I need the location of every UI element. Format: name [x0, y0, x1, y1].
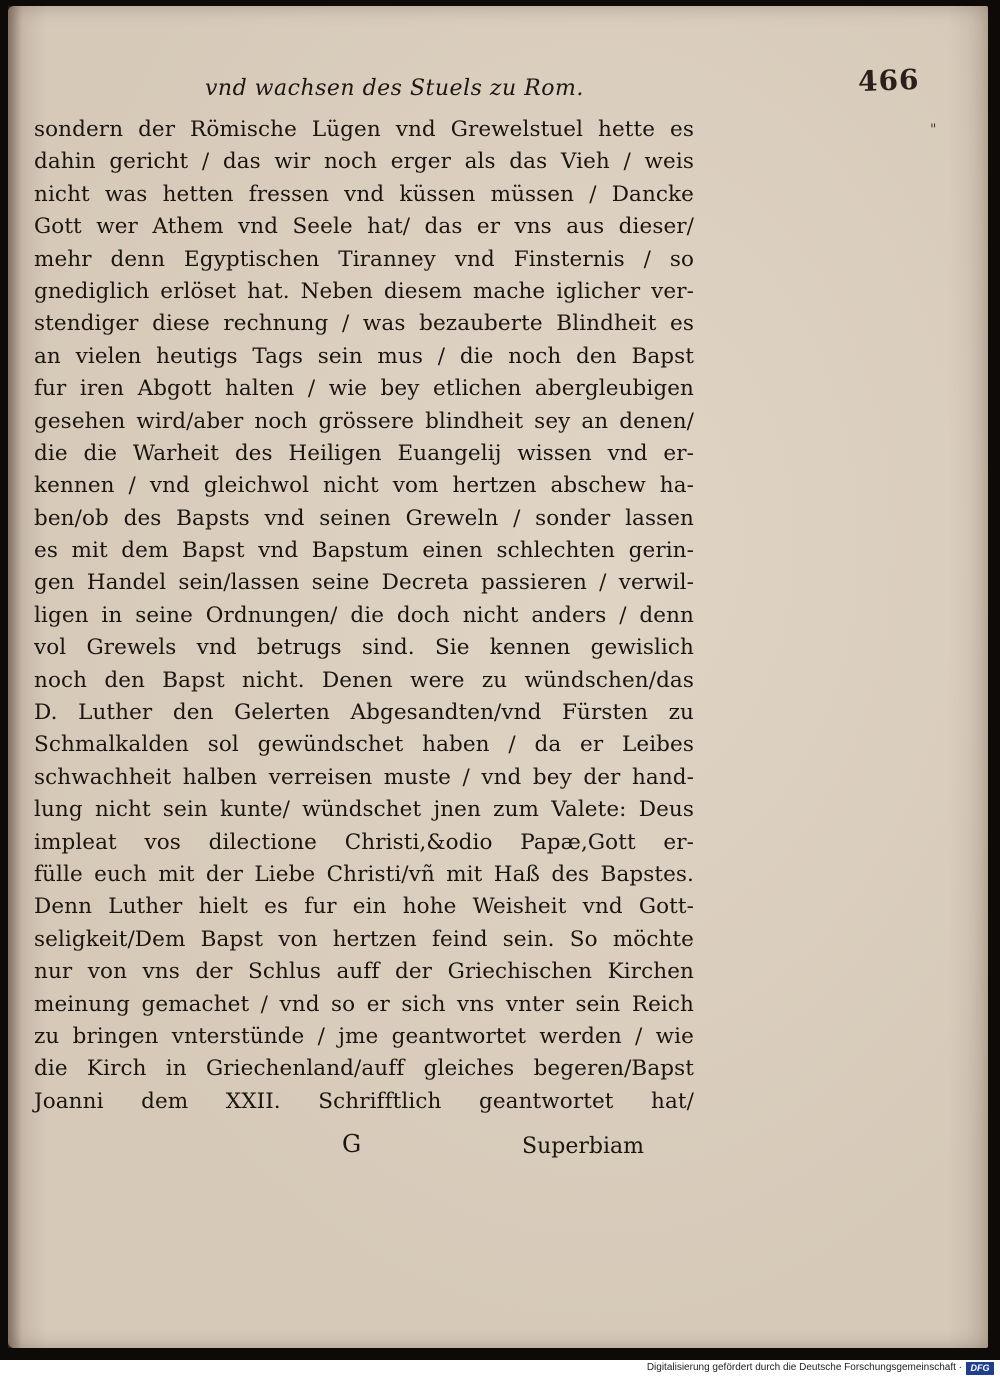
text-line: Joanni dem XXII. Schrifftlich geantwortet hat/ — [34, 1088, 694, 1114]
text-line: nicht was hetten fressen vnd küssen müssen / Dancke — [34, 181, 694, 207]
text-line: Schmalkalden sol gewündschet haben / da er Leibes — [34, 732, 694, 758]
text-line: dahin gericht / das wir noch erger als das Vieh / weis — [34, 149, 694, 175]
text-line: schwachheit halben verreisen muste / vnd bey der hand- — [34, 764, 694, 790]
text-line: meinung gemachet / vnd so er sich vns vnter sein Reich — [34, 991, 694, 1017]
text-line: impleat vos dilectione Christi,&odio Papæ,Gott er- — [34, 829, 694, 855]
text-line: D. Luther den Gelerten Abgesandten/vnd Fürsten zu — [34, 700, 694, 726]
text-line: gnediglich erlöset hat. Neben diesem mache iglicher ver- — [34, 278, 694, 304]
text-line: Denn Luther hielt es fur ein hohe Weisheit vnd Gott- — [34, 894, 694, 920]
text-line: lung nicht sein kunte/ wündschet jnen zum Valete: Deus — [34, 797, 694, 823]
text-line: Gott wer Athem vnd Seele hat/ das er vns aus dieser/ — [34, 214, 694, 240]
text-line: es mit dem Bapst vnd Bapstum einen schlechten gerin- — [34, 538, 694, 564]
funding-credit: Digitalisierung gefördert durch die Deutsche Forschungsgemeinschaft · — [646, 1362, 962, 1373]
text-line: fur iren Abgott halten / wie bey etlichen abergleubigen — [34, 376, 694, 402]
text-line: die die Warheit des Heiligen Euangelij wissen vnd er- — [34, 440, 694, 466]
text-line: kennen / vnd gleichwol nicht vom hertzen abschew ha- — [34, 473, 694, 499]
margin-mark: " — [930, 122, 937, 138]
text-line: seligkeit/Dem Bapst von hertzen feind sein. So möchte — [34, 926, 694, 952]
text-line: die Kirch in Griechenland/auff gleiches begeren/Bapst — [34, 1056, 694, 1082]
text-line: gen Handel sein/lassen seine Decreta passieren / verwil- — [34, 570, 694, 596]
text-line: vol Grewels vnd betrugs sind. Sie kennen gewislich — [34, 635, 694, 661]
text-line: nur von vns der Schlus auff der Griechischen Kirchen — [34, 959, 694, 985]
signature-mark: G — [342, 1130, 362, 1158]
text-line: ligen in seine Ordnungen/ die doch nicht anders / denn — [34, 602, 694, 628]
text-line: mehr denn Egyptischen Tiranney vnd Finsternis / so — [34, 246, 694, 272]
text-line: gesehen wird/aber noch grössere blindheit sey an denen/ — [34, 408, 694, 434]
text-line: noch den Bapst nicht. Denen were zu wündschen/das — [34, 667, 694, 693]
text-line: zu bringen vnterstünde / jme geantwortet werden / wie — [34, 1023, 694, 1049]
text-line: an vielen heutigs Tags sein mus / die noch den Bapst — [34, 343, 694, 369]
text-line: sondern der Römische Lügen vnd Grewelstuel hette es — [34, 117, 694, 142]
page-number: 466 — [857, 62, 921, 99]
body-text — [34, 114, 694, 1118]
text-line: fülle euch mit der Liebe Christi/vñ mit Haß des Bapstes. — [34, 861, 694, 887]
page-gutter-shadow — [8, 6, 22, 1348]
text-line: stendiger diese rechnung / was bezauberte Blindheit es — [34, 311, 694, 337]
footer-bar — [0, 1360, 1000, 1378]
dfg-logo: DFG — [966, 1362, 994, 1375]
text-line: ben/ob des Bapsts vnd seinen Greweln / sonder lassen — [34, 505, 694, 531]
running-head: vnd wachsen des Stuels zu Rom. — [205, 76, 584, 101]
catchword: Superbiam — [522, 1134, 644, 1159]
